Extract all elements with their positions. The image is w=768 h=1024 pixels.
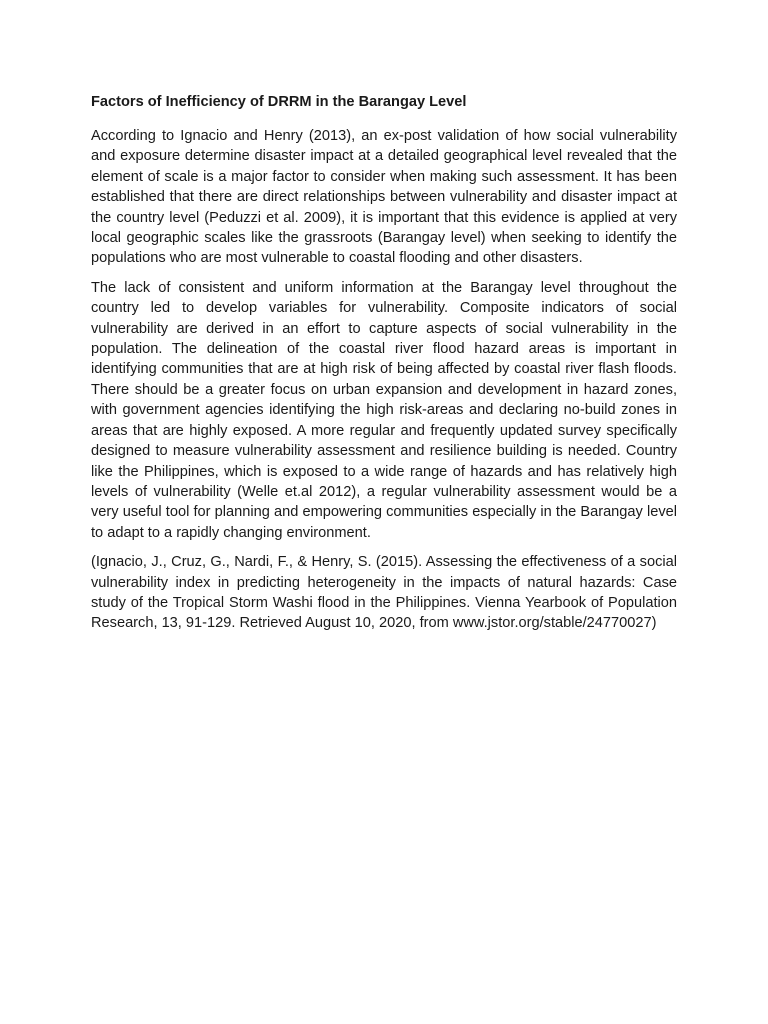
paragraph-citation: (Ignacio, J., Cruz, G., Nardi, F., & Henry, S. (2015). Assessing the effectiveness of a social vulnerability index in predicting heterogeneity in the impacts of natural hazards: Case study of the Tropical Storm Washi flood in the Philippines. Vienna Yearbook of Population Research, 13, 91-129. Retrieved August 10, 2020, from www.jstor.org/stable/24770027) (91, 554, 677, 632)
paragraph-intro: According to Ignacio and Henry (2013), an ex-post validation of how social vulnerability and exposure determine disaster impact at a detailed geographical level revealed that the element of scale is a major factor to consider when making such assessment. It has been established that there are direct relationships between vulnerability and disaster impact at the country level (Peduzzi et al. 2009), it is important that this evidence is applied at very local geographic scales like the grassroots (Barangay level) when seeking to identify the populations who are most vulnerable to coastal flooding and other disasters. (91, 128, 677, 267)
paragraph-analysis: The lack of consistent and uniform information at the Barangay level throughout the country led to develop variables for vulnerability. Composite indicators of social vulnerability are derived in an effort to capture aspects of social vulnerability in the population. The delineation of the coastal river flood hazard areas is important in identifying communities that are at high risk of being affected by coastal river flash floods. There should be a greater focus on urban expansion and development in hazard zones, with government agencies identifying the high risk-areas and declaring no-build zones in areas that are highly exposed. A more regular and frequently updated survey specifically designed to measure vulnerability assessment and resilience building is needed. Country like the Philippines, which is exposed to a wide range of hazards and has relatively high levels of vulnerability (Welle et.al 2012), a regular vulnerability assessment would be a very useful tool for planning and empowering communities especially in the Barangay level to adapt to a rapidly changing environment. (91, 279, 677, 541)
document-body (91, 92, 677, 643)
document-title: Factors of Inefficiency of DRRM in the Barangay Level (91, 94, 467, 110)
